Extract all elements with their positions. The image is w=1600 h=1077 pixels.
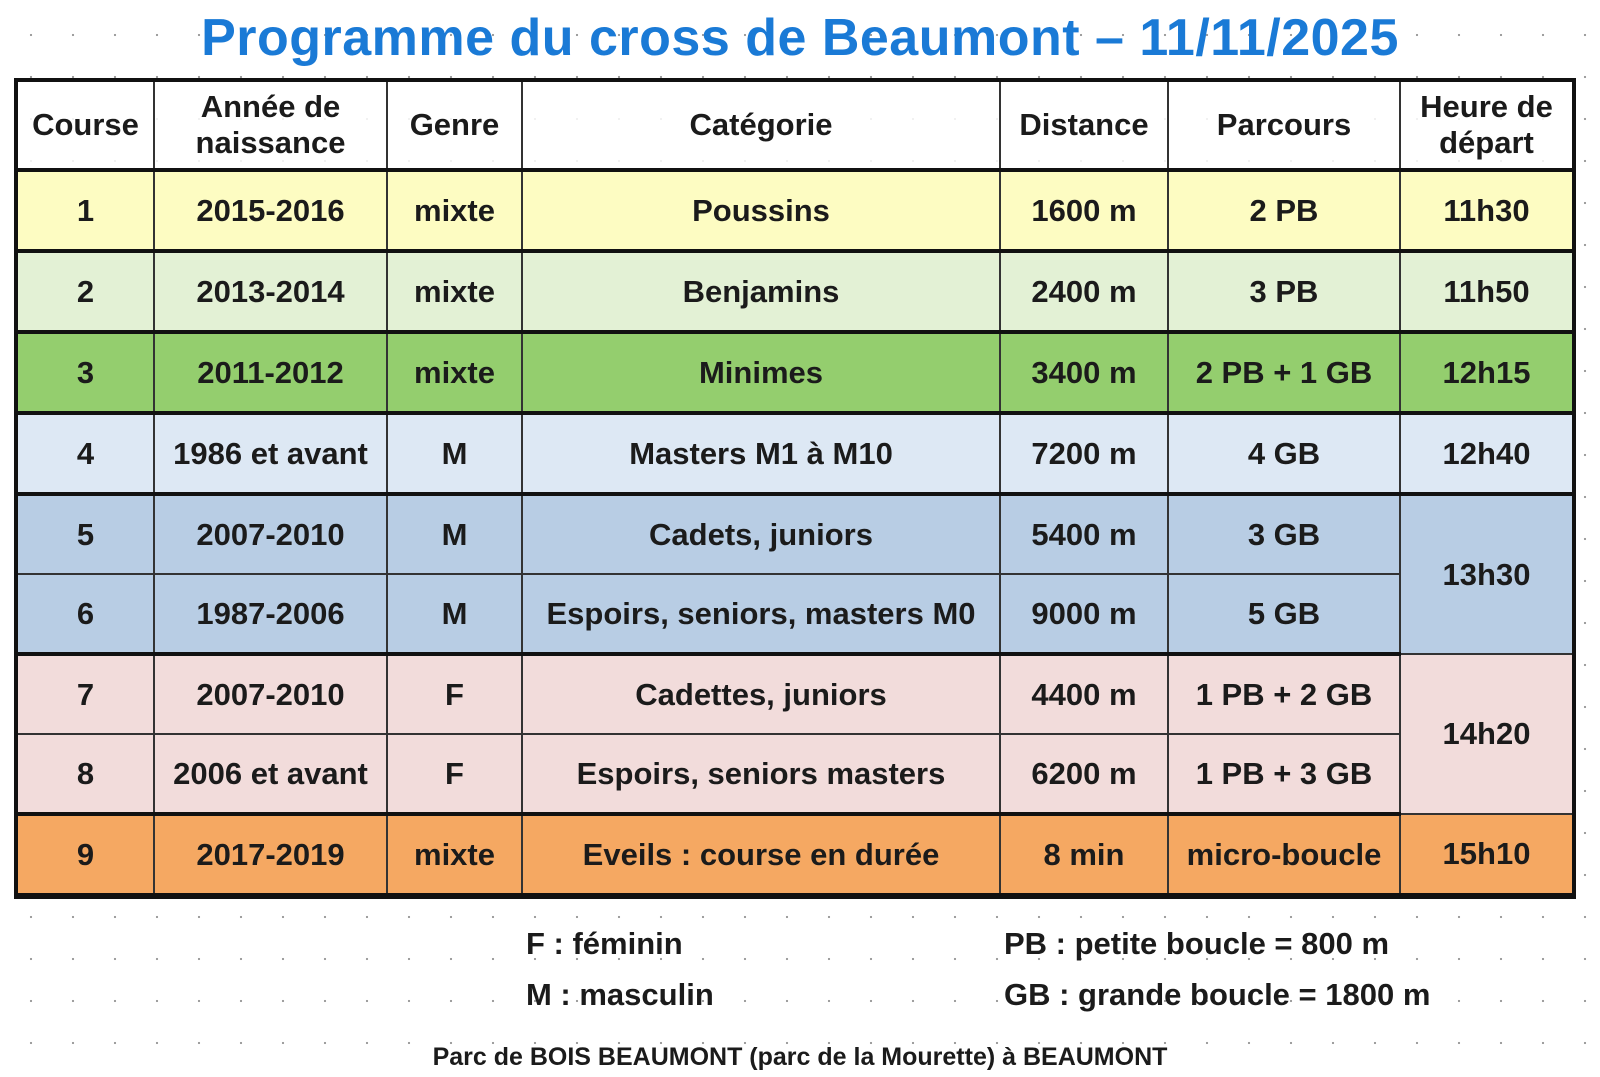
header-heure-depart <box>1400 81 1573 170</box>
cell-distance: 3400 m <box>1000 332 1168 413</box>
cell-genre: M <box>387 574 522 654</box>
header-categorie: Catégorie <box>522 81 1000 170</box>
venue-footer: Parc de BOIS BEAUMONT (parc de la Mourette) à BEAUMONT <box>432 1043 1168 1071</box>
cell-heure: 12h15 <box>1400 332 1573 413</box>
legend-grande-boucle: GB : grande boucle = 1800 m <box>1004 977 1431 1012</box>
cell-distance: 4400 m <box>1000 654 1168 734</box>
cell-annee: 2007-2010 <box>154 494 387 574</box>
cell-heure: 13h30 <box>1400 494 1573 654</box>
cell-distance: 9000 m <box>1000 574 1168 654</box>
cell-categorie: Benjamins <box>522 251 1000 332</box>
cell-categorie: Cadets, juniors <box>522 494 1000 574</box>
cell-distance: 7200 m <box>1000 413 1168 494</box>
table-row <box>17 734 1573 814</box>
cell-categorie: Cadettes, juniors <box>522 654 1000 734</box>
cell-categorie: Eveils : course en durée <box>522 814 1000 895</box>
cell-parcours: 4 GB <box>1168 413 1400 494</box>
legend-feminin: F : féminin <box>526 926 683 961</box>
cell-categorie: Masters M1 à M10 <box>522 413 1000 494</box>
table-header-row <box>17 81 1573 170</box>
cell-distance: 2400 m <box>1000 251 1168 332</box>
cell-categorie: Espoirs, seniors, masters M0 <box>522 574 1000 654</box>
table-row <box>17 654 1573 734</box>
header-heure-line2: départ <box>1439 125 1534 160</box>
cell-heure: 15h10 <box>1400 814 1573 895</box>
cell-genre: M <box>387 494 522 574</box>
cell-annee: 2015-2016 <box>154 170 387 251</box>
cell-heure: 14h20 <box>1400 654 1573 814</box>
cell-course: 4 <box>17 413 154 494</box>
cell-annee: 2006 et avant <box>154 734 387 814</box>
table-row <box>17 413 1573 494</box>
header-annee-naissance <box>154 81 387 170</box>
page-title: Programme du cross de Beaumont – 11/11/2025 <box>201 9 1399 67</box>
cell-distance: 6200 m <box>1000 734 1168 814</box>
header-parcours: Parcours <box>1168 81 1400 170</box>
cell-parcours: 5 GB <box>1168 574 1400 654</box>
cell-annee: 1986 et avant <box>154 413 387 494</box>
legend-masculin: M : masculin <box>526 977 714 1012</box>
cell-distance: 8 min <box>1000 814 1168 895</box>
race-schedule-table <box>16 80 1574 897</box>
cell-categorie: Poussins <box>522 170 1000 251</box>
cell-course: 7 <box>17 654 154 734</box>
cell-genre: F <box>387 654 522 734</box>
cell-parcours: 1 PB + 2 GB <box>1168 654 1400 734</box>
header-course: Course <box>17 81 154 170</box>
table-row <box>17 574 1573 654</box>
cell-course: 1 <box>17 170 154 251</box>
cell-course: 9 <box>17 814 154 895</box>
cell-genre: mixte <box>387 814 522 895</box>
cell-distance: 1600 m <box>1000 170 1168 251</box>
cell-annee: 2007-2010 <box>154 654 387 734</box>
cell-parcours: 3 GB <box>1168 494 1400 574</box>
cell-annee: 2013-2014 <box>154 251 387 332</box>
cell-course: 2 <box>17 251 154 332</box>
cell-annee: 1987-2006 <box>154 574 387 654</box>
header-genre: Genre <box>387 81 522 170</box>
cell-genre: mixte <box>387 251 522 332</box>
table-row <box>17 494 1573 574</box>
cell-genre: mixte <box>387 170 522 251</box>
table-row <box>17 814 1573 895</box>
cell-annee: 2017-2019 <box>154 814 387 895</box>
cell-categorie: Espoirs, seniors masters <box>522 734 1000 814</box>
cell-course: 6 <box>17 574 154 654</box>
table-row <box>17 251 1573 332</box>
cell-parcours: 3 PB <box>1168 251 1400 332</box>
cell-course: 8 <box>17 734 154 814</box>
cell-genre: M <box>387 413 522 494</box>
cell-parcours: micro-boucle <box>1168 814 1400 895</box>
header-distance: Distance <box>1000 81 1168 170</box>
table-row <box>17 332 1573 413</box>
cell-heure: 11h30 <box>1400 170 1573 251</box>
cell-parcours: 2 PB <box>1168 170 1400 251</box>
cell-parcours: 1 PB + 3 GB <box>1168 734 1400 814</box>
cell-annee: 2011-2012 <box>154 332 387 413</box>
cell-heure: 12h40 <box>1400 413 1573 494</box>
cell-genre: mixte <box>387 332 522 413</box>
cell-genre: F <box>387 734 522 814</box>
cell-course: 3 <box>17 332 154 413</box>
table-row <box>17 170 1573 251</box>
header-heure-line1: Heure de <box>1420 89 1553 124</box>
cell-parcours: 2 PB + 1 GB <box>1168 332 1400 413</box>
cell-heure: 11h50 <box>1400 251 1573 332</box>
cell-categorie: Minimes <box>522 332 1000 413</box>
legend-petite-boucle: PB : petite boucle = 800 m <box>1004 926 1390 961</box>
header-annee-line1: Année de <box>200 89 341 124</box>
header-annee-line2: naissance <box>195 125 346 160</box>
cell-distance: 5400 m <box>1000 494 1168 574</box>
cell-course: 5 <box>17 494 154 574</box>
